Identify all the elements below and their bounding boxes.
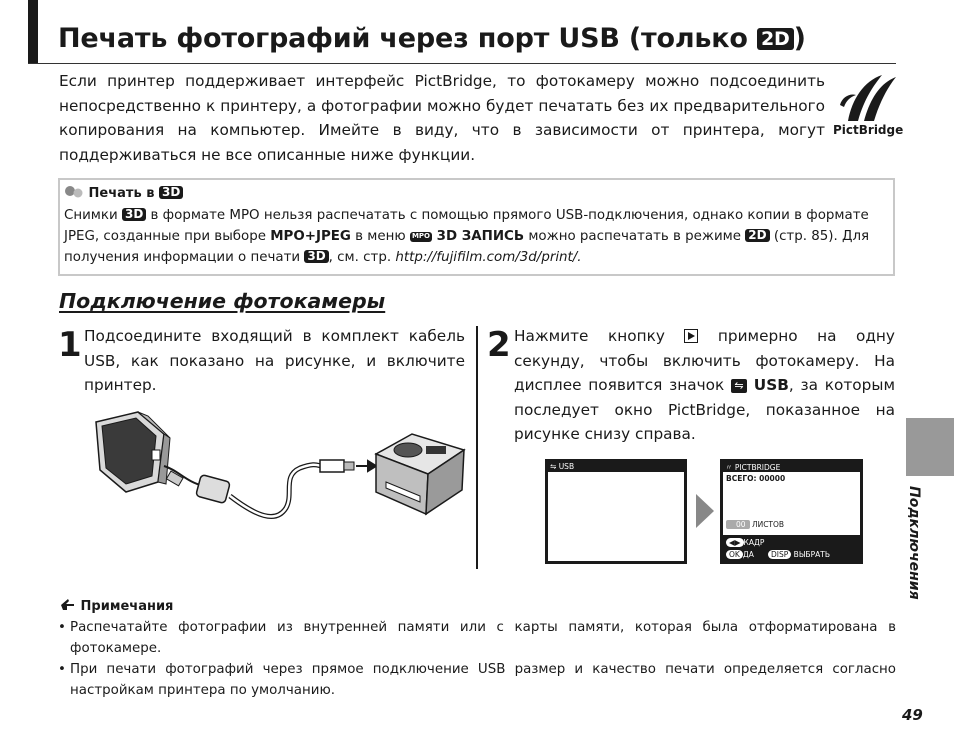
tip-icon [64, 185, 84, 198]
ok-key-icon: OK [726, 550, 743, 559]
notes-list [58, 617, 896, 701]
usb-screen-display [548, 472, 684, 561]
total-value: 00000 [759, 474, 786, 483]
note-text: в меню [350, 229, 410, 244]
pictbridge-screen [720, 459, 863, 564]
usb-icon: ⇋ [550, 462, 557, 471]
usb-screen [545, 459, 687, 564]
note-text: в формате MPO нельзя распечатать с помощью прямого USB-подключения, однако копии в формате JPEG, созданные при выборе [64, 208, 869, 244]
frame-hint [726, 538, 764, 547]
section-heading: Подключение фотокамеры [59, 289, 386, 313]
fujifilm-3d-print-link[interactable]: http://fujifilm.com/3d/print/. [395, 250, 582, 265]
intro-paragraph: Если принтер поддерживает интерфейс PictBridge, то фотокамеру можно подсоединить непосредственно к принтеру, а фотографии можно будет печатать без их предварительного копирования на компьютер. Имейте в виду, что в зависимости от принтера, могут поддерживаться не все описанные ниже функции. [59, 72, 825, 164]
title-bar-accent [28, 0, 38, 63]
pictbridge-screen-title [725, 462, 780, 473]
sheet-count-value: 00 [726, 520, 750, 529]
camera-icon [96, 412, 170, 492]
total-label: ВСЕГО: [726, 474, 757, 483]
step-2-text-part: , за которым последует окно PictBridge, показанное на рисунке снизу справа. [514, 376, 895, 443]
chapter-label-text: Подключения [906, 486, 922, 600]
pictbridge-screen-title-text: PICTBRIDGE [734, 463, 781, 472]
left-right-keys-icon: ◀▶ [726, 538, 744, 547]
title-rule [28, 63, 896, 64]
note-heading-text: Печать в [88, 186, 155, 201]
chapter-label [900, 486, 930, 616]
mode-2d-badge: 2D [757, 28, 794, 50]
note-text: , см. стр. [328, 250, 396, 265]
disp-key-icon: DISP [768, 550, 791, 559]
usb-icon: ⇋ [731, 379, 747, 393]
total-count [726, 474, 785, 483]
printer-icon [376, 434, 464, 514]
frame-label: КАДР [743, 538, 765, 547]
page-title-text: Печать фотографий через порт USB (только [58, 23, 757, 54]
list-item [58, 659, 896, 701]
page-title [58, 23, 806, 54]
column-divider [476, 326, 478, 569]
step-1-text: Подсоедините входящий в комплект кабель USB, как показано на рисунке, и включите принтер. [84, 327, 465, 394]
print-3d-note-body [64, 205, 892, 268]
notes-heading-text: Примечания [80, 599, 174, 614]
usb-screen-title-text: USB [558, 462, 575, 471]
playback-button-icon [684, 329, 698, 343]
arrow-right-icon [696, 494, 714, 528]
notes-heading [60, 598, 173, 614]
pictbridge-logo-label: PictBridge [833, 123, 904, 137]
mode-3d-badge: 3D [304, 250, 328, 263]
hand-pointer-icon [60, 598, 76, 611]
note-text: можно распечатать в режиме [524, 229, 746, 244]
mpo-menu-icon: MPO [411, 232, 430, 240]
sheet-count [726, 520, 784, 529]
ok-hint [726, 550, 754, 559]
step-2-text-part: Нажмите кнопку [514, 327, 685, 345]
disp-hint [768, 550, 830, 559]
mode-2d-badge: 2D [745, 229, 769, 242]
step-2-text [514, 324, 895, 447]
page-title-suffix: ) [793, 23, 806, 54]
step-2-text-part: примерно на одну секунду, чтобы включить фотокамеру. На дисплее появится значок [514, 327, 895, 394]
list-item [58, 617, 896, 659]
step-1-number: 1 [58, 325, 82, 365]
mode-3d-badge: 3D [122, 208, 146, 221]
3d-record-menu: 3D ЗАПИСЬ [431, 229, 525, 244]
chapter-tab [906, 418, 954, 476]
usb-screen-title [550, 462, 574, 471]
camera-printer-connection-illustration [86, 404, 466, 534]
mode-3d-badge: 3D [159, 186, 183, 199]
mpo-jpeg-option: MPO+JPEG [270, 229, 351, 244]
note-text: Снимки [64, 208, 118, 223]
bullet-icon: • [58, 662, 66, 677]
bullet-icon: • [58, 620, 66, 635]
disp-label: ВЫБРАТЬ [793, 550, 830, 559]
note-item-text: При печати фотографий через прямое подключение USB размер и качество печати определяется согласно настройкам принтера по умолчанию. [70, 662, 896, 698]
pictbridge-small-icon: 〃 [725, 463, 733, 472]
page-number: 49 [902, 706, 923, 724]
note-item-text: Распечатайте фотографии из внутренней памяти или с карты памяти, которая была отформатирована в фотокамере. [70, 620, 896, 656]
usb-label: USB [753, 376, 789, 394]
sheet-count-unit: ЛИСТОВ [751, 520, 785, 529]
step-2-number: 2 [487, 325, 511, 365]
print-3d-note-heading [64, 185, 183, 201]
note-text: (стр. 85). Для получения информации о печати [64, 229, 870, 265]
ok-label: ДА [742, 550, 754, 559]
